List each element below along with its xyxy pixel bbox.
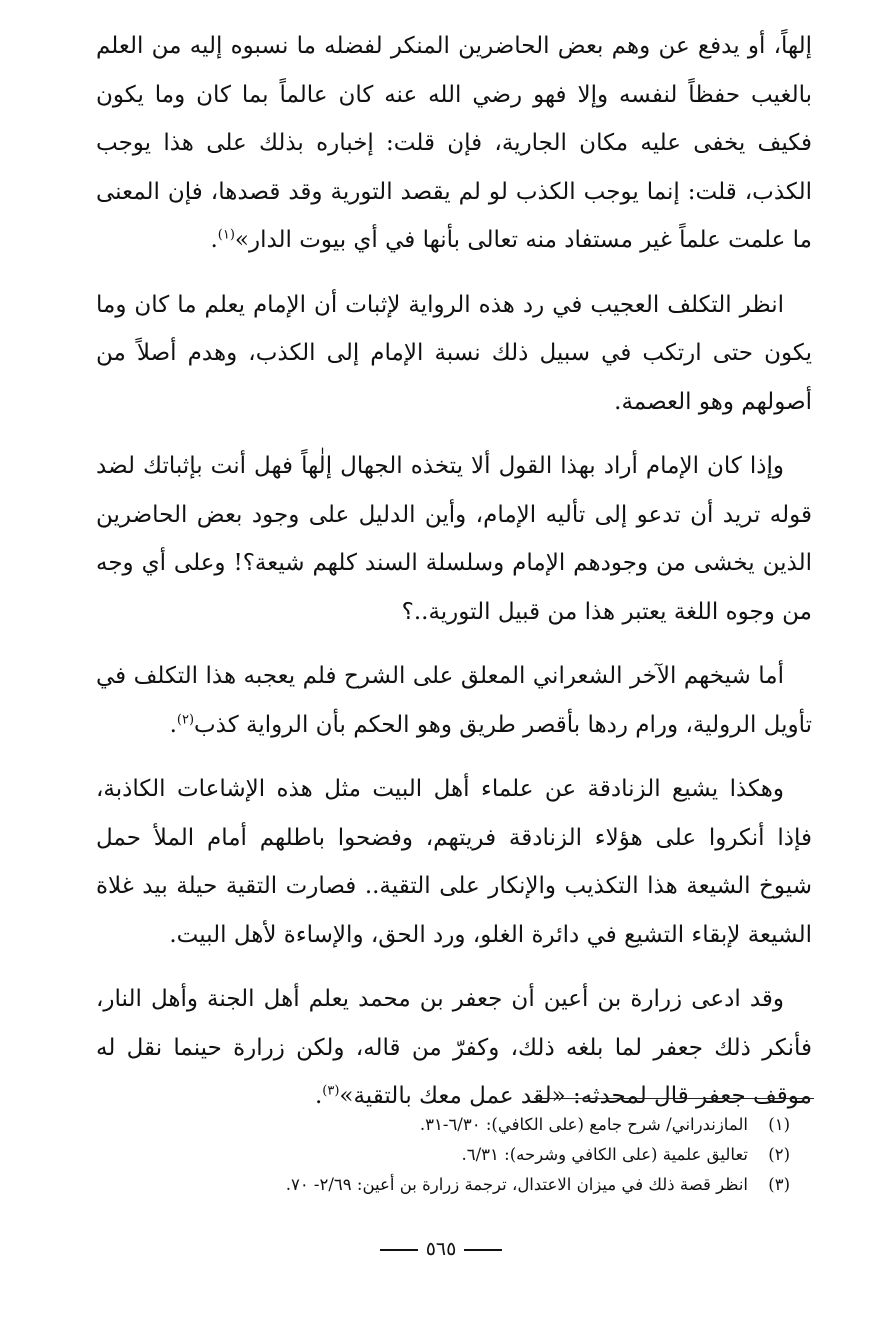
footnote-number: (٣) bbox=[768, 1175, 790, 1194]
footnote-separator bbox=[534, 1098, 814, 1099]
footnote-text: انظر قصة ذلك في ميزان الاعتدال، ترجمة زرارة بن أعين: ٢/٦٩- ٧٠. bbox=[285, 1175, 748, 1194]
footnote-2 bbox=[110, 1140, 790, 1170]
paragraph-3 bbox=[96, 442, 812, 636]
footnote-number: (١) bbox=[768, 1115, 790, 1134]
paragraph-end: . bbox=[210, 227, 218, 253]
page-number-text: ٥٦٥ bbox=[425, 1238, 457, 1260]
paragraph-4 bbox=[96, 652, 812, 749]
paragraph-text: وهكذا يشيع الزنادقة عن علماء أهل البيت مثل هذه الإشاعات الكاذبة، فإذا أنكروا على هؤلاء الزنادقة فريتهم، وفضحوا باطلهم أمام الملأ حمل شيوخ الشيعة هذا التكذيب والإنكار على التقية.. فصارت التقية حيلة بيد غلاة الشيعة لإبقاء التشيع في دائرة الغلو، ورد الحق، والإساءة لأهل البيت. bbox=[96, 776, 812, 948]
footnote-text: تعاليق علمية (على الكافي وشرحه): ٦/٣١. bbox=[461, 1145, 748, 1164]
page-body bbox=[96, 22, 812, 1137]
paragraph-end: . bbox=[169, 711, 177, 738]
paragraph-text: وإذا كان الإمام أراد بهذا القول ألا يتخذه الجهال إلٰهاً فهل أنت بإثباتك لضد قوله تريد أن تدعو إلى تأليه الإمام، وأين الدليل على وجود بعض الحاضرين الذين يخشى من وجودهم الإمام وسلسلة السند كلهم شيعة؟! وعلى أي وجه من وجوه اللغة يعتبر هذا من قبيل التورية..؟ bbox=[96, 453, 812, 625]
paragraph-text: انظر التكلف العجيب في رد هذه الرواية لإثبات أن الإمام يعلم ما كان وما يكون حتى ارتكب في سبيل ذلك نسبة الإمام إلى الكذب، وهدم أصلاً من أصولهم وهو العصمة. bbox=[96, 291, 812, 415]
paragraph-end: . bbox=[314, 1083, 323, 1109]
paragraph-5 bbox=[96, 765, 812, 959]
paragraph-2 bbox=[96, 281, 812, 427]
footnote-3 bbox=[110, 1170, 790, 1200]
footnote-marker: (٣) bbox=[322, 1083, 340, 1099]
footnote-1 bbox=[110, 1110, 790, 1140]
footnote-marker: (٢) bbox=[176, 711, 195, 727]
page-number bbox=[0, 1238, 882, 1260]
paragraph-text: أما شيخهم الآخر الشعراني المعلق على الشرح فلم يعجبه هذا التكلف في تأويل الرولية، ورام ردها بأقصر طريق وهو الحكم بأن الرواية كذب bbox=[96, 663, 812, 738]
paragraph-text: وقد ادعى زرارة بن أعين أن جعفر بن محمد يعلم أهل الجنة وأهل النار، فأنكر ذلك جعفر لما بلغه ذلك، وكفرّ من قاله، ولكن زرارة حينما نقل له موقف جعفر قال لمحدثه: «لقد عمل معك بالتقية» bbox=[96, 986, 812, 1109]
footnote-text: المازندراني/ شرح جامع (على الكافي): ٦/٣٠-٣١. bbox=[419, 1115, 748, 1134]
folio-dash-right bbox=[464, 1249, 502, 1251]
paragraph-1 bbox=[96, 22, 812, 265]
paragraph-text: إلهاً، أو يدفع عن وهم بعض الحاضرين المنكر لفضله ما نسبوه إليه من العلم بالغيب حفظاً لنفسه وإلا فهو رضي الله عنه كان عالماً بما كان وما يكون فكيف يخفى عليه مكان الجارية، فإن قلت: إخباره بذلك على هذا يوجب الكذب، قلت: إنما يوجب الكذب لو لم يقصد التورية وقد قصدها، فإن المعنى ما علمت علماً غير مستفاد منه تعالى بأنها في أي بيوت الدار» bbox=[96, 33, 812, 253]
footnote-number: (٢) bbox=[768, 1145, 790, 1164]
footnotes bbox=[110, 1110, 790, 1200]
folio-dash-left bbox=[380, 1249, 418, 1251]
footnote-marker: (١) bbox=[217, 227, 235, 243]
